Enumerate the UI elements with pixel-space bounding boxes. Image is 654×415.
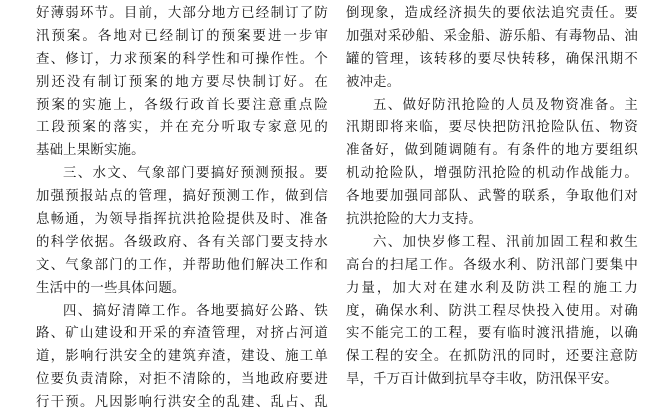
section-heading-line: 六、加快岁修工程、汛前加固工程和救生 [373, 234, 638, 250]
text-line: 被冲走。 [346, 74, 401, 90]
text-line: 路、矿山建设和开采的弃渣管理，对挤占河道 [36, 326, 328, 342]
text-line: 预案的实施上，各级行政首长要注意重点险 [36, 97, 328, 113]
text-line: 汛期即将来临，要尽快把防汛抢险队伍、物资 [346, 120, 638, 136]
section-heading-line: 四、搞好清障工作。各地要搞好公路、铁 [63, 303, 328, 319]
text-line: 加强预报站点的管理，搞好预测工作，做到信 [36, 189, 328, 205]
text-line: 息畅通，为领导指挥抗洪抢险提供及时、准备 [36, 212, 328, 228]
text-line: 罐的管理，该转移的要尽快转移，确保汛期不 [346, 51, 638, 67]
section-heading-line: 三、水文、气象部门要搞好预测预报。要 [63, 166, 328, 182]
section-heading-line: 五、做好防汛抢险的人员及物资准备。主 [373, 97, 638, 113]
right-column [346, 3, 638, 392]
text-line: 行干预。凡因影响行洪安全的乱建、乱占、乱 [36, 395, 328, 411]
text-line: 高台的扫尾工作。各级水利、防汛部门要集中 [346, 257, 638, 273]
text-line: 度，确保水利、防洪工程尽快投入使用。对确 [346, 303, 638, 319]
text-line: 基础上果断实施。 [36, 143, 145, 159]
text-line: 抗洪抢险的大力支持。 [346, 212, 482, 228]
text-line: 工段预案的落实，并在充分听取专家意见的 [36, 120, 328, 136]
text-line: 实不能完工的工程，要有临时渡汛措施，以确 [346, 326, 638, 342]
left-column [36, 3, 328, 415]
text-line: 位要负责清除，对拒不清除的，当地政府要进 [36, 372, 328, 388]
text-line: 旱，千万百计做到抗旱夺丰收，防汛保平安。 [346, 372, 618, 388]
text-line: 别还没有制订预案的地方要尽快制订好。在 [36, 74, 328, 90]
text-line: 文、气象部门的工作，并帮助他们解决工作和 [36, 257, 328, 273]
text-line: 汛预案。各地对已经制订的预案要进一步审 [36, 28, 328, 44]
text-line: 力量，加大对在建水利及防洪工程的施工力 [346, 280, 638, 296]
text-line: 各地要加强同部队、武警的联系，争取他们对 [346, 189, 638, 205]
text-line: 道，影响行洪安全的建筑弃渣，建设、施工单 [36, 349, 328, 365]
text-line: 的科学依据。各级政府、各有关部门要支持水 [36, 234, 328, 250]
text-line: 查、修订，力求预案的科学性和可操作性。个 [36, 51, 328, 67]
text-line: 机动抢险队，增强防汛抢险的机动作战能力。 [346, 166, 638, 182]
text-line: 保工程的安全。在抓防汛的同时，还要注意防 [346, 349, 638, 365]
text-line: 生活中的一些具体问题。 [36, 280, 186, 296]
text-line: 准备好，做到随调随有。有条件的地方要组织 [346, 143, 638, 159]
text-line: 倒现象，造成经济损失的要依法追究责任。要 [346, 6, 638, 21]
text-line: 加强对采砂船、采金船、游乐船、有毒物品、油 [346, 28, 638, 44]
text-line: 好薄弱环节。目前，大部分地方已经制订了防 [36, 6, 328, 21]
